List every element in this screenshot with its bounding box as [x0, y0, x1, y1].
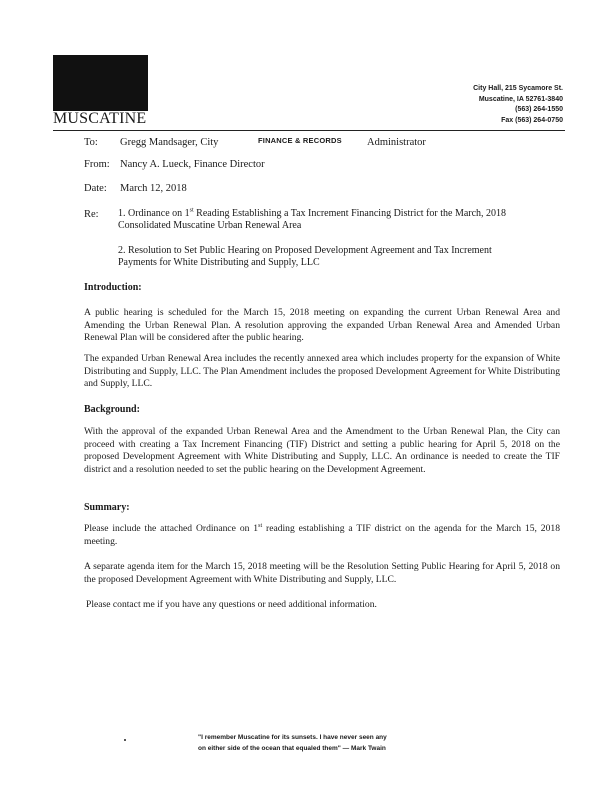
re-item-2-line1: 2. Resolution to Set Public Hearing on Proposed Development Agreement and Tax Increment	[118, 245, 492, 256]
logo-wordmark: MUSCATINE	[53, 110, 147, 127]
re-item-1-prefix: 1. Ordinance on 1	[118, 208, 190, 219]
address-line: Muscatine, IA 52761-3840	[478, 95, 563, 103]
footer-quote-line-2: on either side of the ocean that equaled them" — Mark Twain	[198, 745, 386, 752]
closing-paragraph: Please contact me if you have any questions or need additional information.	[86, 599, 377, 610]
date-value: March 12, 2018	[120, 183, 187, 194]
footer-quote	[198, 732, 458, 754]
to-value: Gregg Mandsager, City	[120, 137, 219, 148]
phone-line: (563) 264-1550	[515, 106, 563, 113]
address-line: City Hall, 215 Sycamore St.	[473, 85, 563, 92]
to-value-continued: Administrator	[367, 137, 426, 148]
re-item-1-sup: st	[189, 207, 194, 214]
to-label: To:	[84, 137, 98, 148]
summary-paragraph-1	[84, 523, 560, 548]
city-address-block	[473, 84, 563, 126]
fax-line: Fax (563) 264-0750	[501, 116, 563, 124]
summary-heading: Summary:	[84, 502, 130, 513]
letterhead-divider	[53, 130, 565, 131]
re-item-2-line2: Payments for White Distributing and Supply, LLC	[118, 257, 320, 268]
footer-mark	[124, 739, 126, 741]
summary-p1-sup: st	[258, 522, 263, 529]
re-item-1-line2: Consolidated Muscatine Urban Renewal Area	[118, 220, 302, 231]
summary-p1-rest: reading establishing a TIF district on the agenda for the March 15, 2018 meeting.	[84, 523, 560, 547]
from-value: Nancy A. Lueck, Finance Director	[120, 159, 265, 170]
introduction-paragraph-2: The expanded Urban Renewal Area includes the recently annexed area which includes property for the expansion of White Distributing and Supply, LLC. The Plan Amendment includes the proposed Development Agreement for White Distributing and Supply, LLC.	[84, 353, 560, 389]
introduction-paragraph-1: A public hearing is scheduled for the March 15, 2018 meeting on expanding the current Urban Renewal Area and Amending the Urban Renewal Plan. A resolution approving the expanded Urban Renewal Area and Amended Urban Renewal Plan will be considered after the public hearing.	[84, 307, 560, 343]
re-item-1	[118, 208, 568, 232]
date-label: Date:	[84, 183, 107, 194]
re-label: Re:	[84, 209, 99, 220]
introduction-heading: Introduction:	[84, 282, 142, 293]
background-heading: Background:	[84, 404, 140, 415]
from-label: From:	[84, 159, 110, 170]
city-logo-block	[53, 55, 148, 111]
summary-paragraph-2: A separate agenda item for the March 15, 2018 meeting will be the Resolution Setting Public Hearing for April 5, 2018 on the proposed Development Agreement with White Distributing and Supply, LLC.	[84, 561, 560, 585]
background-paragraph: With the approval of the expanded Urban Renewal Area and the Amendment to the Urban Renewal Plan, the City can proceed with creating a Tax Increment Financing (TIF) District and setting a public hearing for April 5, 2018 on the proposed Development Agreement with White Distributing and Supply, LLC. An ordinance is needed to create the TIF district and a resolution needed to set the public hearing on the Development Agreement.	[84, 426, 560, 475]
re-item-1-rest: Reading Establishing a Tax Increment Financing District for the March, 2018	[193, 208, 507, 219]
department-label: FINANCE & RECORDS	[258, 136, 342, 145]
re-item-2	[118, 245, 568, 269]
summary-p1-prefix: Please include the attached Ordinance on 1	[84, 523, 259, 534]
footer-quote-line-1: "I remember Muscatine for its sunsets. I have never seen any	[198, 734, 387, 741]
